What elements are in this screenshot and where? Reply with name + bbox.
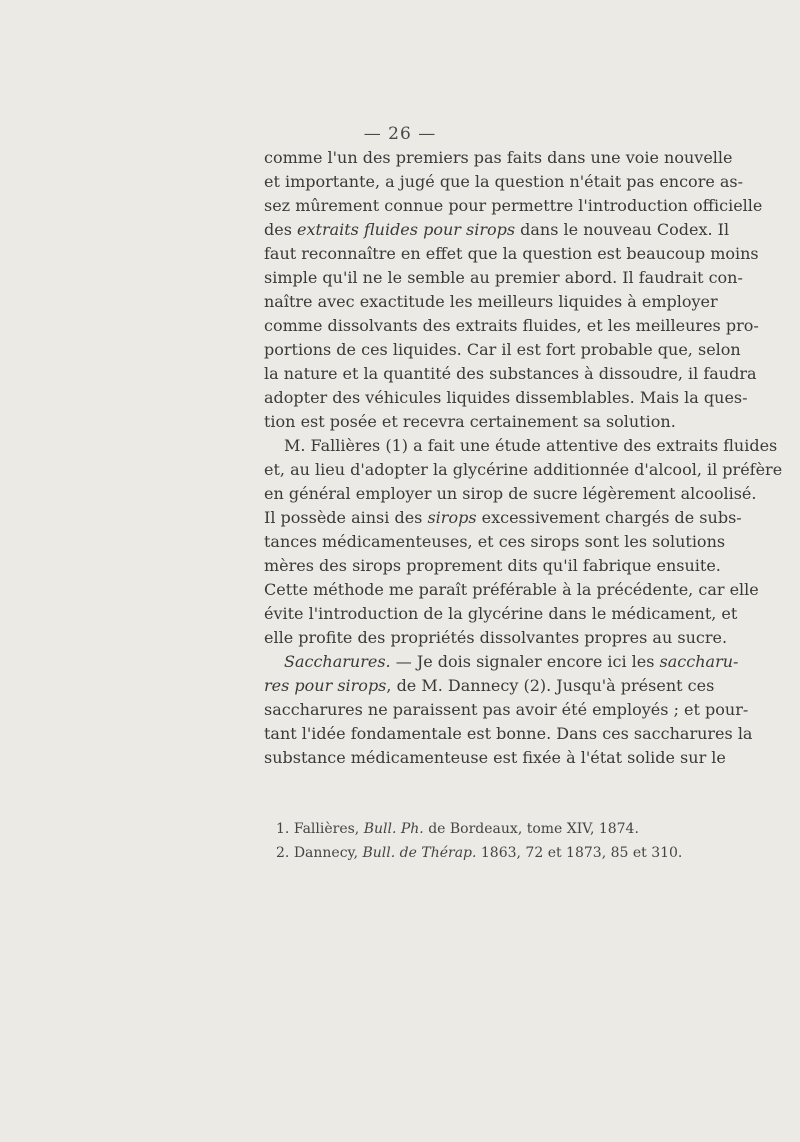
text-run: , de M. Dannecy (2). Jusqu'à présent ces	[386, 676, 715, 695]
text-run: de Bordeaux, tome XIV, 1874.	[423, 821, 639, 837]
text-line: la nature et la quantité des substances à dissoudre, il faudra	[264, 364, 757, 383]
text-line: adopter des véhicules liquides dissemblables. Mais la ques-	[264, 388, 748, 407]
footnote	[276, 817, 682, 841]
text-line: évite l'introduction de la glycérine dans le médicament, et	[264, 604, 738, 623]
text-run: 1863, 72 et 1873, 85 et 310.	[476, 845, 683, 861]
text-line	[264, 674, 715, 698]
text-line: sez mûrement connue pour permettre l'introduction officielle	[264, 196, 763, 215]
text-line: comme l'un des premiers pas faits dans une voie nouvelle	[264, 148, 733, 167]
text-line	[264, 506, 742, 530]
text-line: saccharures ne paraissent pas avoir été employés ; et pour-	[264, 700, 749, 719]
text-line: tant l'idée fondamentale est bonne. Dans ces saccharures la	[264, 724, 753, 743]
text-line: mères des sirops proprement dits qu'il fabrique ensuite.	[264, 556, 721, 575]
text-run: des	[264, 220, 298, 239]
text-run: Fallières,	[293, 821, 364, 837]
body-text	[264, 146, 783, 770]
footnote-number: 2.	[276, 845, 294, 861]
italic-text: saccharu-	[659, 652, 739, 671]
italic-text: Bull. de Thérap.	[362, 845, 477, 861]
italic-text: Bull. Ph.	[363, 821, 424, 837]
text-line: portions de ces liquides. Car il est fort probable que, selon	[264, 340, 741, 359]
text-line: simple qu'il ne le semble au premier abord. Il faudrait con-	[264, 268, 743, 287]
text-line: en général employer un sirop de sucre légèrement alcoolisé.	[264, 484, 757, 503]
text-run: Il possède ainsi des	[264, 508, 428, 527]
italic-text: res pour sirops	[264, 676, 387, 695]
text-run: Dannecy,	[293, 845, 363, 861]
text-line	[264, 650, 739, 674]
footnotes	[276, 817, 682, 865]
text-line: et importante, a jugé que la question n'était pas encore as-	[264, 172, 744, 191]
text-line: tion est posée et recevra certainement sa solution.	[264, 412, 676, 431]
text-line: et, au lieu d'adopter la glycérine additionnée d'alcool, il préfère	[264, 460, 783, 479]
text-line: faut reconnaître en effet que la question est beaucoup moins	[264, 244, 759, 263]
italic-text: Saccharures.	[284, 652, 391, 671]
text-line: M. Fallières (1) a fait une étude attentive des extraits fluides	[284, 436, 778, 455]
footnote-number: 1.	[276, 821, 294, 837]
text-line: substance médicamenteuse est fixée à l'état solide sur le	[264, 748, 726, 767]
text-run: excessivement chargés de subs-	[476, 508, 742, 527]
text-line: Cette méthode me paraît préférable à la précédente, car elle	[264, 580, 759, 599]
page-number: — 26 —	[363, 124, 437, 144]
text-line: elle profite des propriétés dissolvantes propres au sucre.	[264, 628, 728, 647]
text-line	[264, 218, 730, 242]
text-run: — Je dois signaler encore ici les	[390, 652, 660, 671]
text-line: comme dissolvants des extraits fluides, et les meilleures pro-	[264, 316, 759, 335]
footnote	[276, 841, 682, 865]
text-line: tances médicamenteuses, et ces sirops sont les solutions	[264, 532, 726, 551]
italic-text: extraits fluides pour sirops	[297, 220, 516, 239]
italic-text: sirops	[427, 508, 477, 527]
text-run: dans le nouveau Codex. Il	[515, 220, 730, 239]
text-line: naître avec exactitude les meilleurs liquides à employer	[264, 292, 718, 311]
